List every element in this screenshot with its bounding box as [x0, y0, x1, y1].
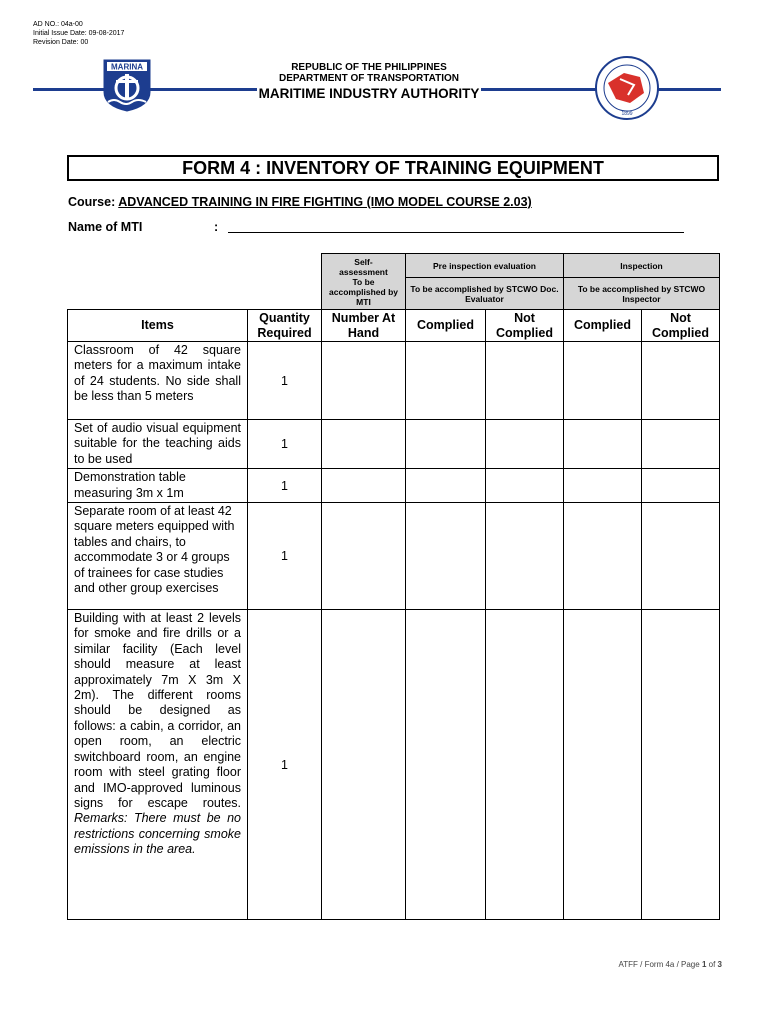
item-description: Demonstration table measuring 3m x 1m: [68, 469, 248, 503]
mti-line: [68, 220, 219, 234]
dotr-seal-icon: [594, 55, 660, 121]
number-at-hand-cell[interactable]: [322, 342, 406, 420]
mti-colon: :: [214, 220, 219, 234]
insp-not-complied-cell[interactable]: [642, 342, 720, 420]
insp-complied-cell[interactable]: [564, 610, 642, 920]
insp-complied-cell[interactable]: [564, 503, 642, 610]
self-assessment-title: Self-assessment: [339, 256, 388, 277]
item-description: Building with at least 2 levels for smoke and fire drills or a similar facility (Each level should measure at least approximately 7m X 3m X 2m). The different rooms should be designed as follows: a cabin, a corridor, an open room, an electric switchboard room, an engine room with steel grating floor and IMO-approved luminous signs for escape routes.: [74, 611, 241, 810]
footer-text: ATFF / Form 4a / Page: [618, 960, 700, 969]
quantity-required: 1: [248, 342, 322, 420]
revision-date: Revision Date: 00: [33, 39, 89, 46]
marina-logo-text: MARINA: [111, 62, 143, 72]
table-row: [68, 420, 720, 469]
footer-page: 1: [701, 960, 707, 969]
ad-number: AD NO.: 04a-00: [33, 21, 83, 28]
table-row: [68, 342, 720, 420]
self-assessment-sub: To be accomplished by MTI: [329, 276, 398, 307]
table-row: [68, 503, 720, 610]
col-quantity: Quantity Required: [248, 310, 322, 342]
quantity-required: 1: [248, 610, 322, 920]
insp-not-complied-cell[interactable]: [642, 469, 720, 503]
item-description: Separate room of at least 42 square meters equipped with tables and chairs, to accommodate 3 or 4 groups of trainees for case studies and other group exercises: [68, 503, 248, 610]
col-items: Items: [68, 310, 248, 342]
pre-inspection-sub: To be accomplished by STCWO Doc. Evaluator: [406, 278, 564, 310]
header-authority-text: MARITIME INDUSTRY AUTHORITY: [258, 86, 480, 101]
inspection-sub: To be accomplished by STCWO Inspector: [564, 278, 720, 310]
insp-not-complied-cell[interactable]: [642, 420, 720, 469]
col-number-at-hand: Number At Hand: [322, 310, 406, 342]
quantity-required: 1: [248, 420, 322, 469]
table-row: [68, 469, 720, 503]
mti-label: Name of MTI: [68, 220, 143, 234]
number-at-hand-cell[interactable]: [322, 610, 406, 920]
number-at-hand-cell[interactable]: [322, 503, 406, 610]
inventory-table: [67, 253, 720, 920]
header-department: DEPARTMENT OF TRANSPORTATION: [279, 73, 459, 84]
item-description-cell: [68, 610, 248, 920]
item-description: Set of audio visual equipment suitable for the teaching aids to be used: [68, 420, 248, 469]
insp-not-complied-cell[interactable]: [642, 503, 720, 610]
item-description: Classroom of 42 square meters for a maximum intake of 24 students. No side shall be less than 5 meters: [68, 342, 248, 420]
pre-complied-cell[interactable]: [406, 342, 486, 420]
insp-complied-cell[interactable]: [564, 469, 642, 503]
course-label: Course:: [68, 195, 116, 209]
pre-not-complied-cell[interactable]: [486, 342, 564, 420]
quantity-required: 1: [248, 503, 322, 610]
footer-total: 3: [717, 960, 722, 969]
footer-of: of: [708, 960, 716, 969]
col-pre-not-complied: Not Complied: [486, 310, 564, 342]
number-at-hand-cell[interactable]: [322, 420, 406, 469]
pre-complied-cell[interactable]: [406, 503, 486, 610]
inspection-header: Inspection: [564, 254, 720, 278]
table-row: [68, 610, 720, 920]
number-at-hand-cell[interactable]: [322, 469, 406, 503]
document-metadata: [33, 20, 124, 47]
quantity-required: 1: [248, 469, 322, 503]
initial-issue-date: Initial Issue Date: 09-08-2017: [33, 30, 125, 37]
mti-name-field[interactable]: [228, 232, 684, 233]
pre-complied-cell[interactable]: [406, 469, 486, 503]
self-assessment-header: [322, 254, 406, 310]
col-insp-not-complied: Not Complied: [642, 310, 720, 342]
item-remarks: Remarks: There must be no restrictions concerning smoke emissions in the area.: [74, 811, 241, 857]
pre-inspection-header: Pre inspection evaluation: [406, 254, 564, 278]
header-republic: REPUBLIC OF THE PHILIPPINES: [291, 62, 447, 73]
pre-complied-cell[interactable]: [406, 610, 486, 920]
pre-not-complied-cell[interactable]: [486, 503, 564, 610]
page-footer: [619, 960, 723, 969]
insp-complied-cell[interactable]: [564, 342, 642, 420]
insp-complied-cell[interactable]: [564, 420, 642, 469]
pre-not-complied-cell[interactable]: [486, 420, 564, 469]
course-line: [68, 195, 532, 209]
form-title: FORM 4 : INVENTORY OF TRAINING EQUIPMENT: [67, 155, 719, 181]
course-value: ADVANCED TRAINING IN FIRE FIGHTING (IMO MODEL COURSE 2.03): [118, 195, 532, 209]
col-insp-complied: Complied: [564, 310, 642, 342]
insp-not-complied-cell[interactable]: [642, 610, 720, 920]
pre-not-complied-cell[interactable]: [486, 469, 564, 503]
col-pre-complied: Complied: [406, 310, 486, 342]
header-spacer: [68, 254, 322, 310]
pre-not-complied-cell[interactable]: [486, 610, 564, 920]
seal-year: 1899: [621, 111, 633, 117]
pre-complied-cell[interactable]: [406, 420, 486, 469]
